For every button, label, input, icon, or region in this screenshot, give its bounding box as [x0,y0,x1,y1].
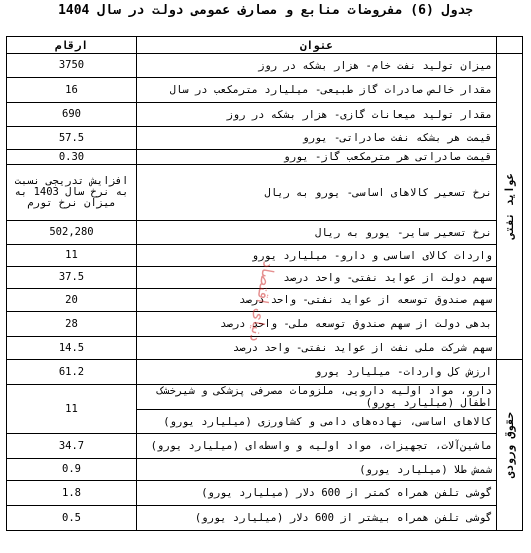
table-row [7,459,523,481]
table-row [7,165,523,221]
row-value: 34.7 [7,434,137,459]
row-title: قیمت صادراتی هر مترمکعب گاز- یورو [137,150,497,165]
table-row [7,150,523,165]
table-row [7,506,523,531]
table-row [7,245,523,267]
row-value: 1.8 [7,481,137,506]
table-row [7,289,523,312]
header-value: ارقام [7,37,137,54]
row-title: مقدار تولید میعانات گازی- هزار بشکه در روز [137,103,497,127]
row-title: میزان تولید نفت خام- هزار بشکه در روز [137,54,497,78]
group-import-duties [497,360,523,531]
group-oil-revenue [497,54,523,360]
row-title: سهم دولت از عواید نفتی- واحد درصد [137,267,497,289]
group-label: عواید نفتی [503,173,516,240]
row-title: واردات کالای اساسی و دارو- میلیارد یورو [137,245,497,267]
row-value: 57.5 [7,127,137,150]
row-value: 37.5 [7,267,137,289]
row-value: 20 [7,289,137,312]
row-value: افزایش تدریجی نسبت به نرخ سال 1403 به میزان نرخ تورم [7,165,137,221]
table-row [7,221,523,245]
row-value: 0.9 [7,459,137,481]
group-label: حقوق ورودی [503,411,516,479]
row-title: بدهی دولت از سهم صندوق توسعه ملی- واحد درصد [137,312,497,337]
table-title: جدول (6) مفروضات منابع و مصارف عمومی دولت در سال 1404 [58,3,473,18]
table-row [7,267,523,289]
row-value: 61.2 [7,360,137,385]
table-row [7,337,523,360]
row-value: 0.5 [7,506,137,531]
assumptions-table [6,36,523,531]
row-title: مقدار خالص صادرات گاز طبیعی- میلیارد مترمکعب در سال [137,78,497,103]
row-title: ارزش کل واردات- میلیارد یورو [137,360,497,385]
row-title: قیمت هر بشکه نفت صادراتی- یورو [137,127,497,150]
row-title: نرخ تسعیر سایر- یورو به ریال [137,221,497,245]
row-value: 28 [7,312,137,337]
table-row [7,103,523,127]
header-title: عنوان [137,37,497,54]
table-row [7,54,523,78]
row-title: نرخ تسعیر کالاهای اساسی- یورو به ریال [137,165,497,221]
row-title: ماشین‌آلات، تجهیزات، مواد اولیه و واسطه‌ای (میلیارد یورو) [137,434,497,459]
row-value: 14.5 [7,337,137,360]
table-row [7,481,523,506]
table-row [7,434,523,459]
row-title: شمش طلا (میلیارد یورو) [137,459,497,481]
row-title: سهم صندوق توسعه از عواید نفتی- واحد درصد [137,289,497,312]
watermark-logo: دنیای اقتصاد [245,259,279,344]
table-row [7,360,523,385]
row-title: گوشی تلفن همراه بیشتر از 600 دلار (میلیارد یورو) [137,506,497,531]
row-value: 502,280 [7,221,137,245]
table-row [7,312,523,337]
table-row [7,78,523,103]
row-title: گوشی تلفن همراه کمتر از 600 دلار (میلیارد یورو) [137,481,497,506]
row-value: 0.30 [7,150,137,165]
table-row [7,127,523,150]
row-value: 690 [7,103,137,127]
header-spacer [497,37,523,54]
row-title: دارو، مواد اولیه دارویی، ملزومات مصرفی پزشکی و شیرخشک اطفال (میلیارد یورو) [137,385,497,410]
table-row [7,385,523,410]
row-value: 3750 [7,54,137,78]
row-value: 11 [7,385,137,434]
row-title: سهم شرکت ملی نفت از عواید نفتی- واحد درصد [137,337,497,360]
row-value: 16 [7,78,137,103]
row-value: 11 [7,245,137,267]
row-title: کالاهای اساسی، نهاده‌های دامی و کشاورزی (میلیارد یورو) [137,410,497,434]
header-row [7,37,523,54]
